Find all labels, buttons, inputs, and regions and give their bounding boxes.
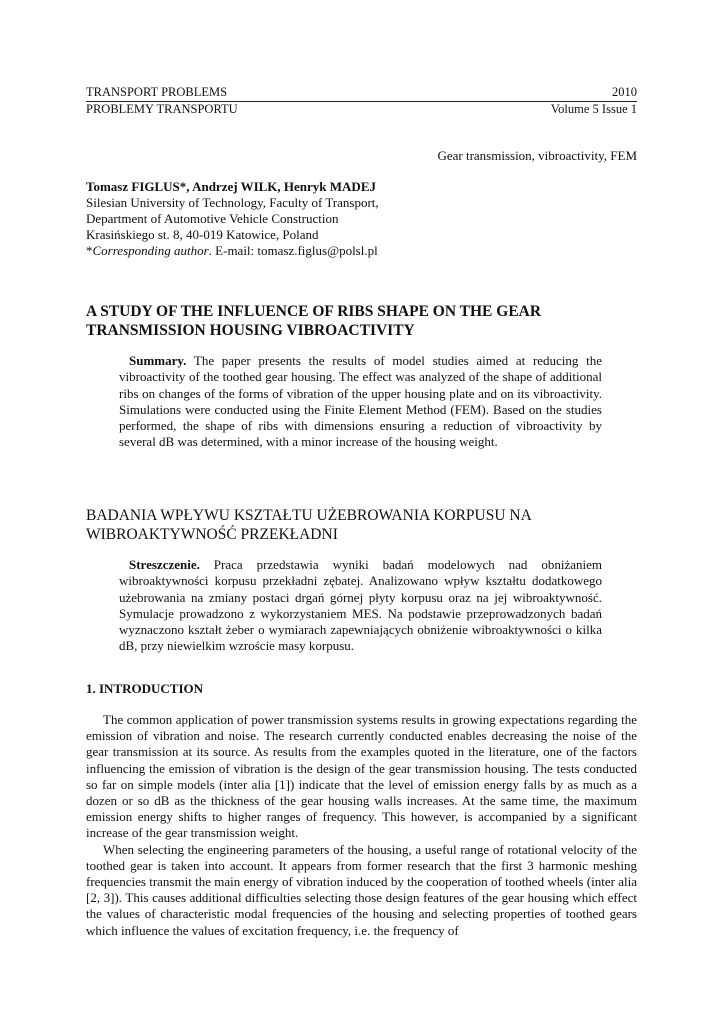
author-address: Krasińskiego st. 8, 40-019 Katowice, Poland	[86, 227, 319, 242]
keywords: Gear transmission, vibroactivity, FEM	[437, 148, 637, 163]
author-block	[86, 179, 637, 259]
streszczenie-text: Praca przedstawia wyniki badań modelowych nad obniżaniem wibroaktywności korpusu przekładni zębatej. Analizowano wpływ kształtu dodatkowego użebrowania na zmiany postaci drgań górnej płyty korpusu oraz na jej wibroaktywność. Symulacje prowadzono z wykorzystaniem MES. Na podstawie przeprowadzonych badań wyznaczono kształt żeber o wymiarach zapewniających obniżenie wibroaktywności o kilka dB, przy niewielkim wzroście masy korpusu.	[119, 557, 602, 654]
journal-name-pl: PROBLEMY TRANSPORTU	[86, 102, 238, 116]
paragraph: When selecting the engineering parameters of the housing, a useful range of rotational velocity of the toothed gear is taken into account. It appears from former research that the first 3 harmonic meshing frequencies transmit the main energy of vibration induced by the cooperation of toothed wheels (inter alia [2, 3]). This causes additional difficulties selecting those design features of the gear housing which effect the values of characteristic modal frequencies of the housing and selecting properties of toothed gears which influence the values of excitation frequency, i.e. the frequency of	[86, 841, 637, 938]
corresponding-label: Corresponding author	[92, 243, 209, 258]
corresponding-email: . E-mail: tomasz.figlus@polsl.pl	[208, 243, 378, 258]
streszczenie-label: Streszczenie.	[129, 557, 200, 572]
corresponding-author: *Corresponding author. E-mail: tomasz.figlus@polsl.pl	[86, 243, 378, 258]
author-names: Tomasz FIGLUS*, Andrzej WILK, Henryk MADEJ	[86, 179, 376, 194]
introduction-body	[86, 712, 637, 939]
paper-title-pl: BADANIA WPŁYWU KSZTAŁTU UŻEBROWANIA KORPUSU NA WIBROAKTYWNOŚĆ PRZEKŁADNI	[86, 507, 531, 543]
streszczenie-block	[119, 557, 602, 655]
paragraph: The common application of power transmission systems results in growing expectations regarding the emission of vibration and noise. The research currently conducted enables decreasing the noise of the gear transmission at its source. As results from the examples quoted in the literature, one of the factors influencing the emission of vibration is the design of the gear transmission housing. The tests conducted so far on simple models (inter alia [1]) indicate that the level of emission energy falls by as much as a dozen or so dB as the thickness of the gear housing walls increases. At the same time, the maximum emission energy shifts to higher ranges of frequency. This however, is accompanied by a significant increase of the gear transmission weight.	[86, 712, 637, 841]
affiliation-line-2: Department of Automotive Vehicle Construction	[86, 211, 339, 226]
journal-volume: Volume 5 Issue 1	[550, 102, 637, 116]
summary-text: The paper presents the results of model studies aimed at reducing the vibroactivity of the toothed gear housing. The effect was analyzed of the shape of additional ribs on changes of the forms of vibration of the upper housing plate and on its vibroactivity. Simulations were conducted using the Finite Element Method (FEM). Based on the studies performed, the shape of ribs with dimensions ensuring a reduction of vibroactivity by several dB was determined, with a minor increase of the housing weight.	[119, 353, 602, 450]
summary-block	[119, 353, 602, 451]
affiliation-line-1: Silesian University of Technology, Faculty of Transport,	[86, 195, 379, 210]
summary-label: Summary.	[129, 353, 187, 368]
journal-year: 2010	[612, 85, 637, 99]
journal-name-en: TRANSPORT PROBLEMS	[86, 85, 228, 99]
paper-title-en: A STUDY OF THE INFLUENCE OF RIBS SHAPE ON THE GEAR TRANSMISSION HOUSING VIBROACTIVITY	[86, 303, 542, 339]
section-heading-introduction: 1. INTRODUCTION	[86, 681, 204, 696]
